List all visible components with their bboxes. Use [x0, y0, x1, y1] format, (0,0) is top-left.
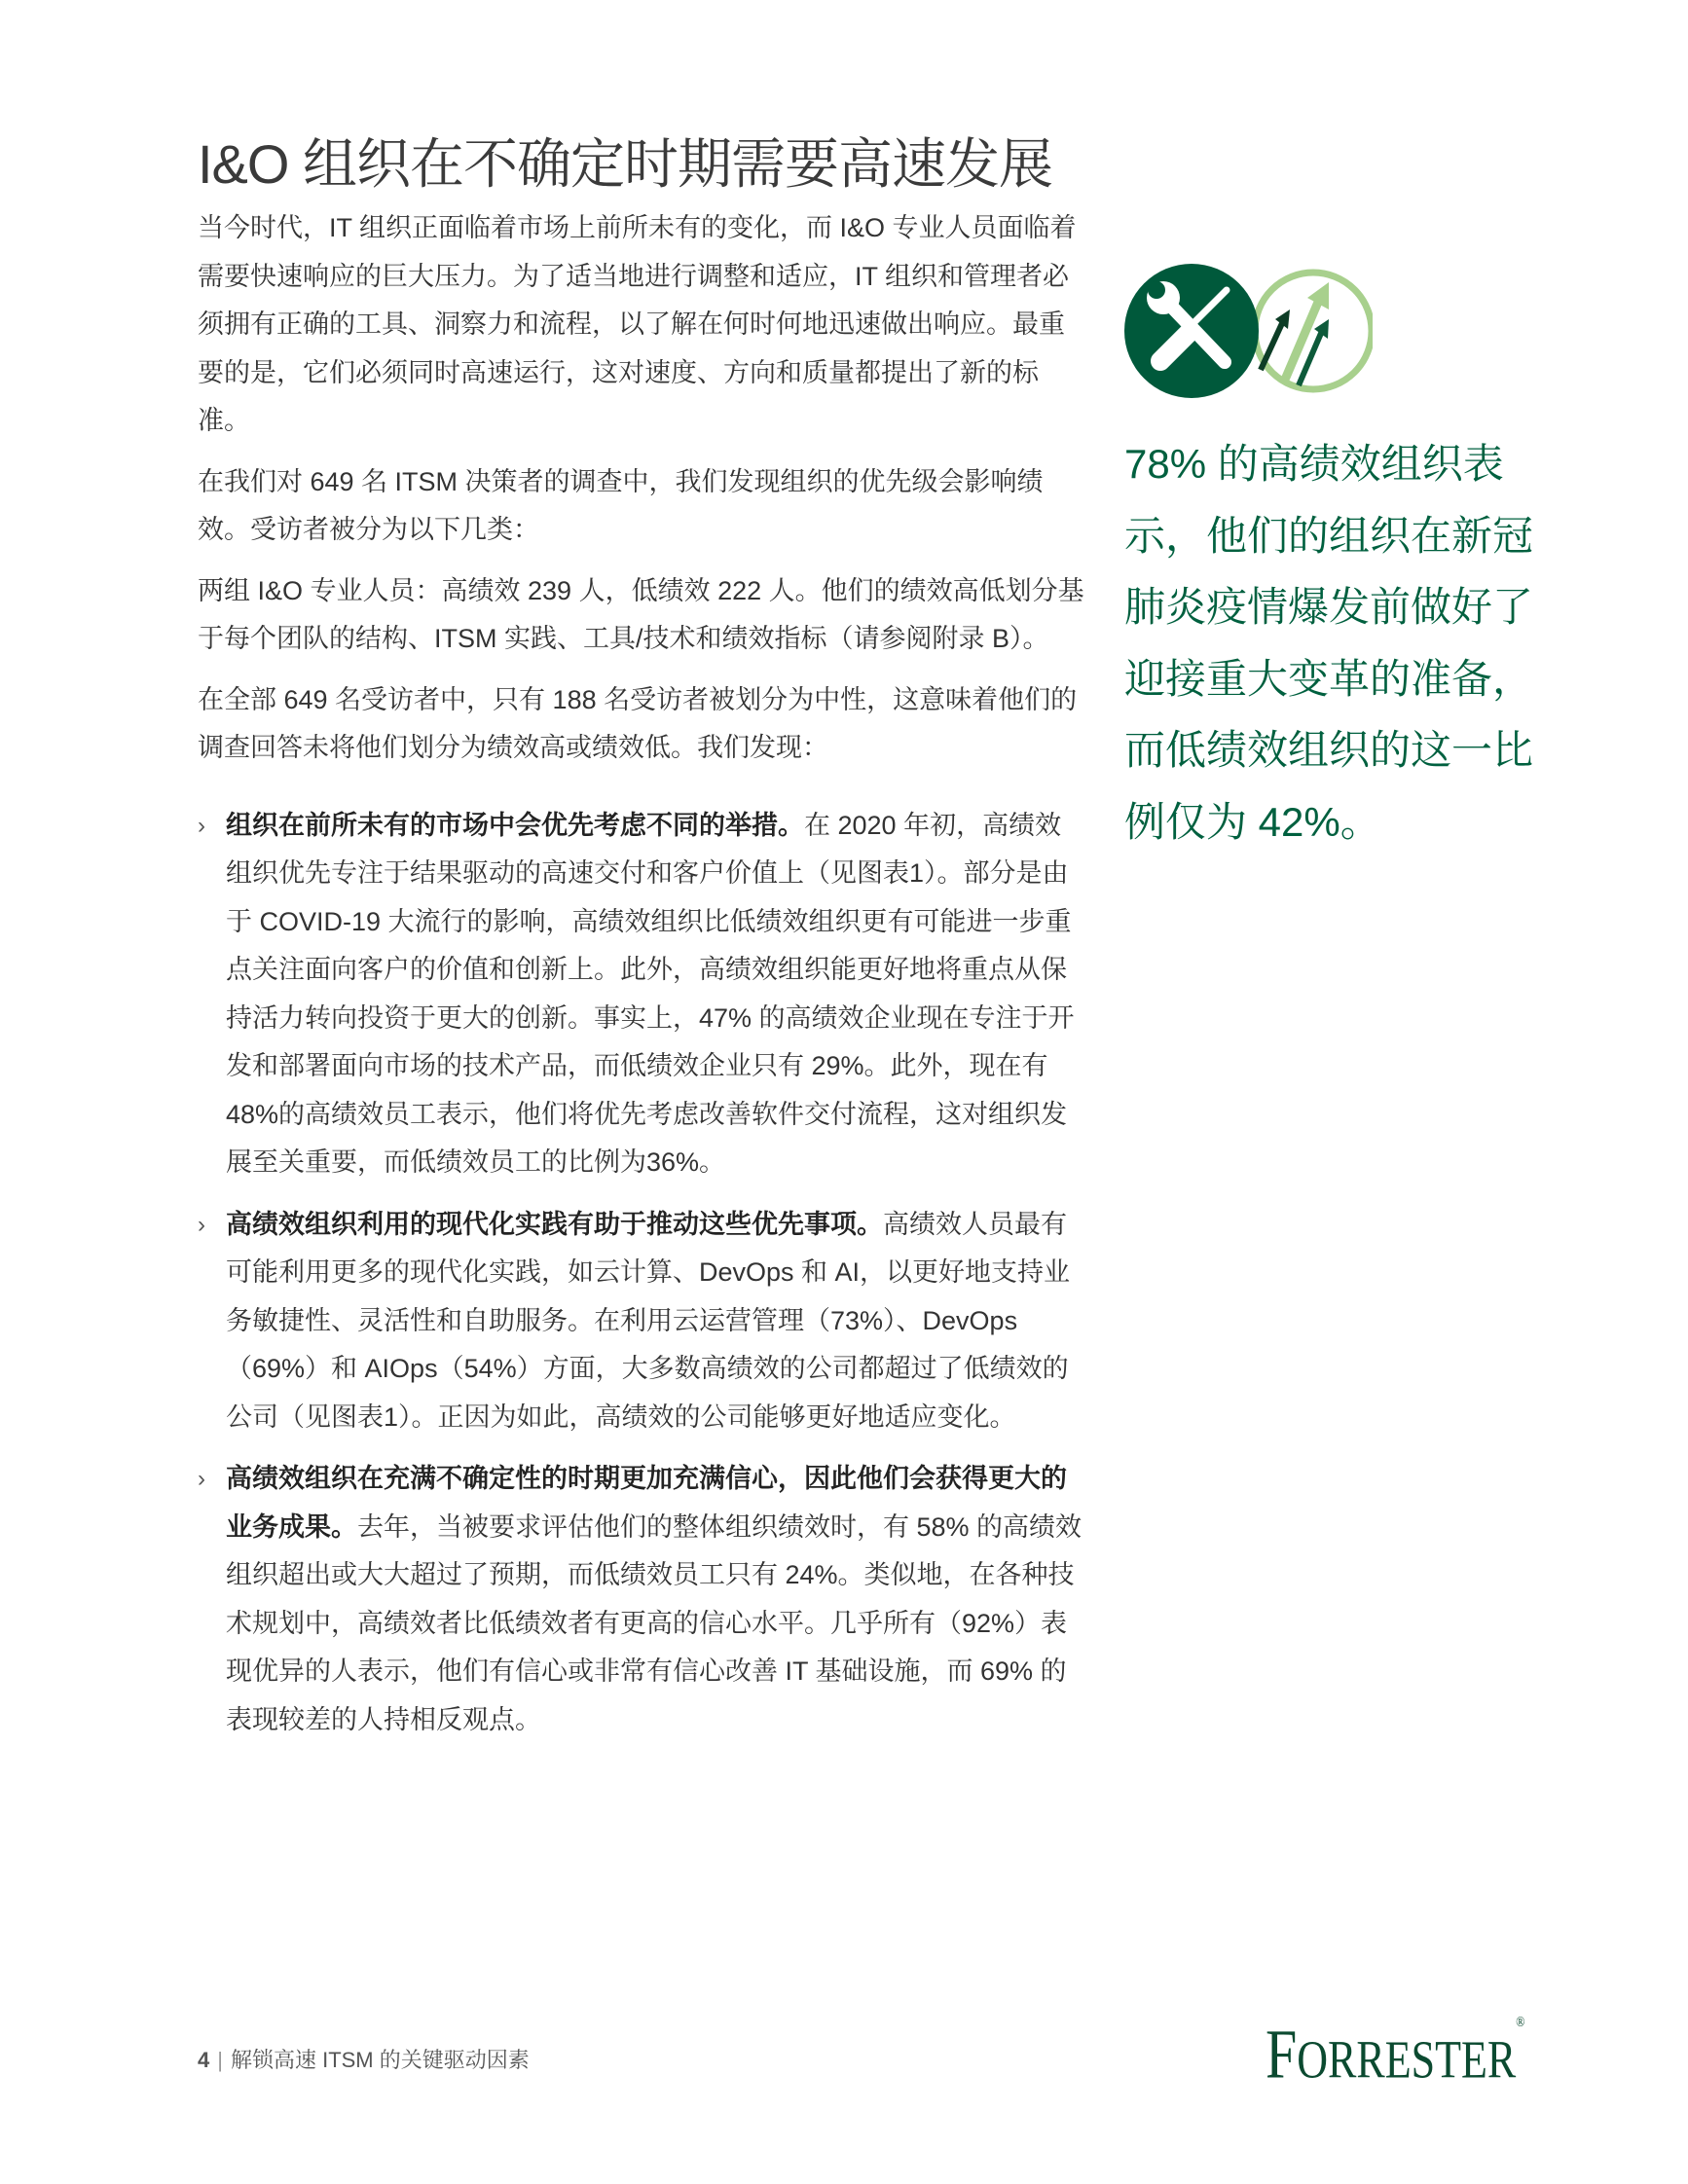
bullet-text: 在 2020 年初，高绩效组织优先专注于结果驱动的高速交付和客户价值上（见图表1）。部分是由于 COVID-19 大流行的影响，高绩效组织比低绩效组织更有可能进一步重点关注面向客户的价值和创新上。此外，高绩效组织能更好地将重点从保持活力转向投资于更大的创新。事实上，47% 的高绩效企业现在专注于开发和部署面向市场的技术产品，而低绩效企业只有 29%。此外，现在有48%的高绩效员工表示，他们将优先考虑改善软件交付流程，这对组织发展至关重要，而低绩效员工的比例为36%。	[226, 810, 1075, 1177]
bullet-lead: 高绩效组织在充满不确定性的时期更加充满信心，因此他们会获得更大的业务成果。	[226, 1464, 1067, 1542]
bullet-lead: 组织在前所未有的市场中会优先考虑不同的举措。	[226, 810, 804, 840]
chevron-right-icon: ›	[198, 812, 205, 839]
tools-icon	[1124, 264, 1259, 398]
logo-rest: ORRESTER	[1297, 2029, 1517, 2090]
paragraph: 两组 I&O 专业人员：高绩效 239 人，低绩效 222 人。他们的绩效高低划分基于每个团队的结构、ITSM 实践、工具/技术和绩效指标（请参阅附录 B）。	[198, 575, 1084, 653]
paragraph: 在全部 649 名受访者中，只有 188 名受访者被划分为中性，这意味着他们的调查回答未将他们划分为绩效高或绩效低。我们发现：	[198, 684, 1078, 762]
main-content	[198, 204, 1085, 1758]
page-number: 4	[198, 2048, 210, 2072]
chevron-right-icon: ›	[198, 1466, 205, 1492]
paragraph: 当今时代，IT 组织正面临着市场上前所未有的变化，而 I&O 专业人员面临着需要快速响应的巨大压力。为了适当地进行调整和适应，IT 组织和管理者必须拥有正确的工具、洞察力和流程，以了解在何时何地迅速做出响应。最重要的是，它们必须同时高速运行，这对速度、方向和质量都提出了新的标准。	[198, 213, 1077, 435]
paragraph: 在我们对 649 名 ITSM 决策者的调查中，我们发现组织的优先级会影响绩效。受访者被分为以下几类：	[198, 466, 1044, 544]
callout-stat: 78% 的高绩效组织表示，他们的组织在新冠肺炎疫情爆发前做好了迎接重大变革的准备，而低绩效组织的这一比例仅为 42%。	[1124, 441, 1534, 845]
bullet-text: 高绩效人员最有可能利用更多的现代化实践，如云计算、DevOps 和 AI，以更好地支持业务敏捷性、灵活性和自助服务。在利用云运营管理（73%）、DevOps（69%）和 AIOps（54%）方面，大多数高绩效的公司都超过了低绩效的公司（见图表1）。正因为如此，高绩效的公司能够更好地适应变化。	[226, 1209, 1071, 1432]
bullet-lead: 高绩效组织利用的现代化实践有助于推动这些优先事项。	[226, 1209, 883, 1239]
page-title: I&O 组织在不确定时期需要高速发展	[198, 133, 1053, 195]
doc-title: 解锁高速 ITSM 的关键驱动因素	[230, 2048, 530, 2072]
list-item	[198, 1201, 1085, 1442]
footer	[198, 2044, 530, 2074]
findings-list	[198, 802, 1085, 1745]
tools-growth-icon	[1119, 261, 1373, 402]
logo-initial: F	[1266, 2014, 1298, 2093]
list-item	[198, 802, 1085, 1187]
chevron-right-icon: ›	[198, 1211, 205, 1238]
forrester-logo	[1266, 2013, 1524, 2094]
growth-arrows-icon	[1255, 273, 1372, 389]
registered-mark: ®	[1516, 2013, 1525, 2030]
footer-separator: |	[217, 2048, 223, 2072]
list-item	[198, 1455, 1085, 1744]
bullet-text: 去年，当被要求评估他们的整体组织绩效时，有 58% 的高绩效组织超出或大大超过了预期，而低绩效员工只有 24%。类似地，在各种技术规划中，高绩效者比低绩效者有更高的信心水平。几乎所有（92%）表现优异的人表示，他们有信心或非常有信心改善 IT 基础设施，而 69% 的表现较差的人持相反观点。	[226, 1511, 1083, 1734]
